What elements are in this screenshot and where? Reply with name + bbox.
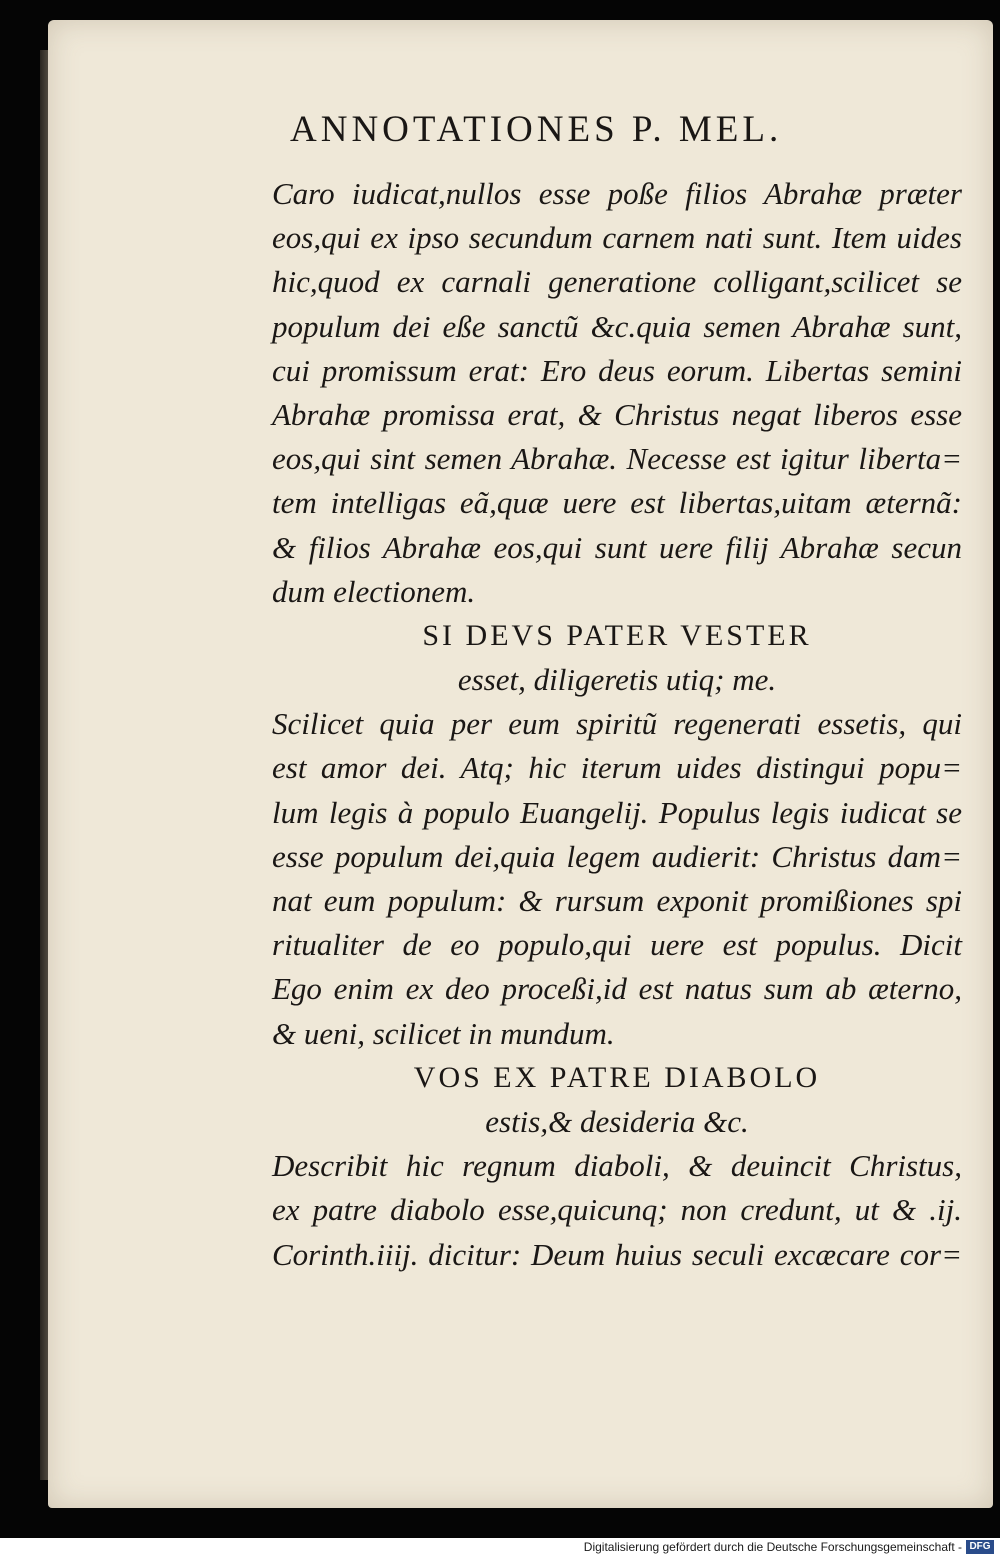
section-heading-continuation: estis,& desideria &c.	[485, 1103, 749, 1139]
text-line: lum legis à populo Euangelij. Populus legis iudicat se	[272, 794, 962, 830]
footer-credit: Digitalisierung gefördert durch die Deutsche Forschungsgemeinschaft -	[583, 1540, 962, 1554]
text-line: nat eum populum: & rursum exponit promißiones spi	[272, 883, 962, 918]
digitization-footer	[0, 1538, 1000, 1557]
text-line: tem intelligas eã,quæ uere est libertas,uitam æternã:	[272, 485, 962, 521]
text-line: cui promissum erat: Ero deus eorum. Libertas semini	[272, 352, 962, 388]
text-line: eos,qui sint semen Abrahæ. Necesse est igitur liberta=	[272, 441, 962, 477]
text-line: Corinth.iiij. dicitur: Deum huius seculi excæcare cor=	[272, 1236, 962, 1272]
text-line: ritualiter de eo populo,qui uere est populus. Dicit	[272, 927, 962, 963]
text-line: esse populum dei,quia legem audierit: Christus dam=	[272, 838, 962, 874]
text-line: dum electionem.	[272, 573, 476, 609]
text-line: & ueni, scilicet in mundum.	[272, 1015, 615, 1051]
running-head: ANNOTATIONES P. MEL.	[290, 109, 783, 150]
text-line: Caro iudicat,nullos esse poße filios Abrahæ præter	[272, 176, 962, 211]
dfg-logo: DFG	[966, 1540, 994, 1554]
text-line: Abrahæ promissa erat, & Christus negat liberos esse	[272, 396, 962, 432]
text-line: est amor dei. Atq; hic iterum uides distingui popu=	[272, 750, 962, 786]
text-line: populum dei eße sanctũ &c.quia semen Abrahæ sunt,	[272, 308, 962, 344]
section-heading: SI DEVS PATER VESTER	[422, 618, 812, 652]
text-line: Describit hic regnum diaboli, & deuincit Christus,	[272, 1148, 962, 1184]
section-heading-continuation: esset, diligeretis utiq; me.	[457, 662, 777, 698]
section-heading: VOS EX PATRE DIABOLO	[413, 1060, 821, 1094]
text-line: ex patre diabolo esse,quicunq; non credunt, ut & .ij.	[272, 1192, 962, 1228]
text-line: Scilicet quia per eum spiritũ regenerati essetis, qui	[272, 706, 962, 742]
page-text-block	[272, 172, 962, 1277]
text-line: hic,quod ex carnali generatione colligant,scilicet se	[272, 264, 962, 300]
text-line: Ego enim ex deo proceßi,id est natus sum ab æterno,	[272, 971, 962, 1007]
text-line: & filios Abrahæ eos,qui sunt uere filij Abrahæ secun	[272, 529, 962, 565]
text-line: eos,qui ex ipso secundum carnem nati sunt. Item uides	[272, 220, 962, 256]
